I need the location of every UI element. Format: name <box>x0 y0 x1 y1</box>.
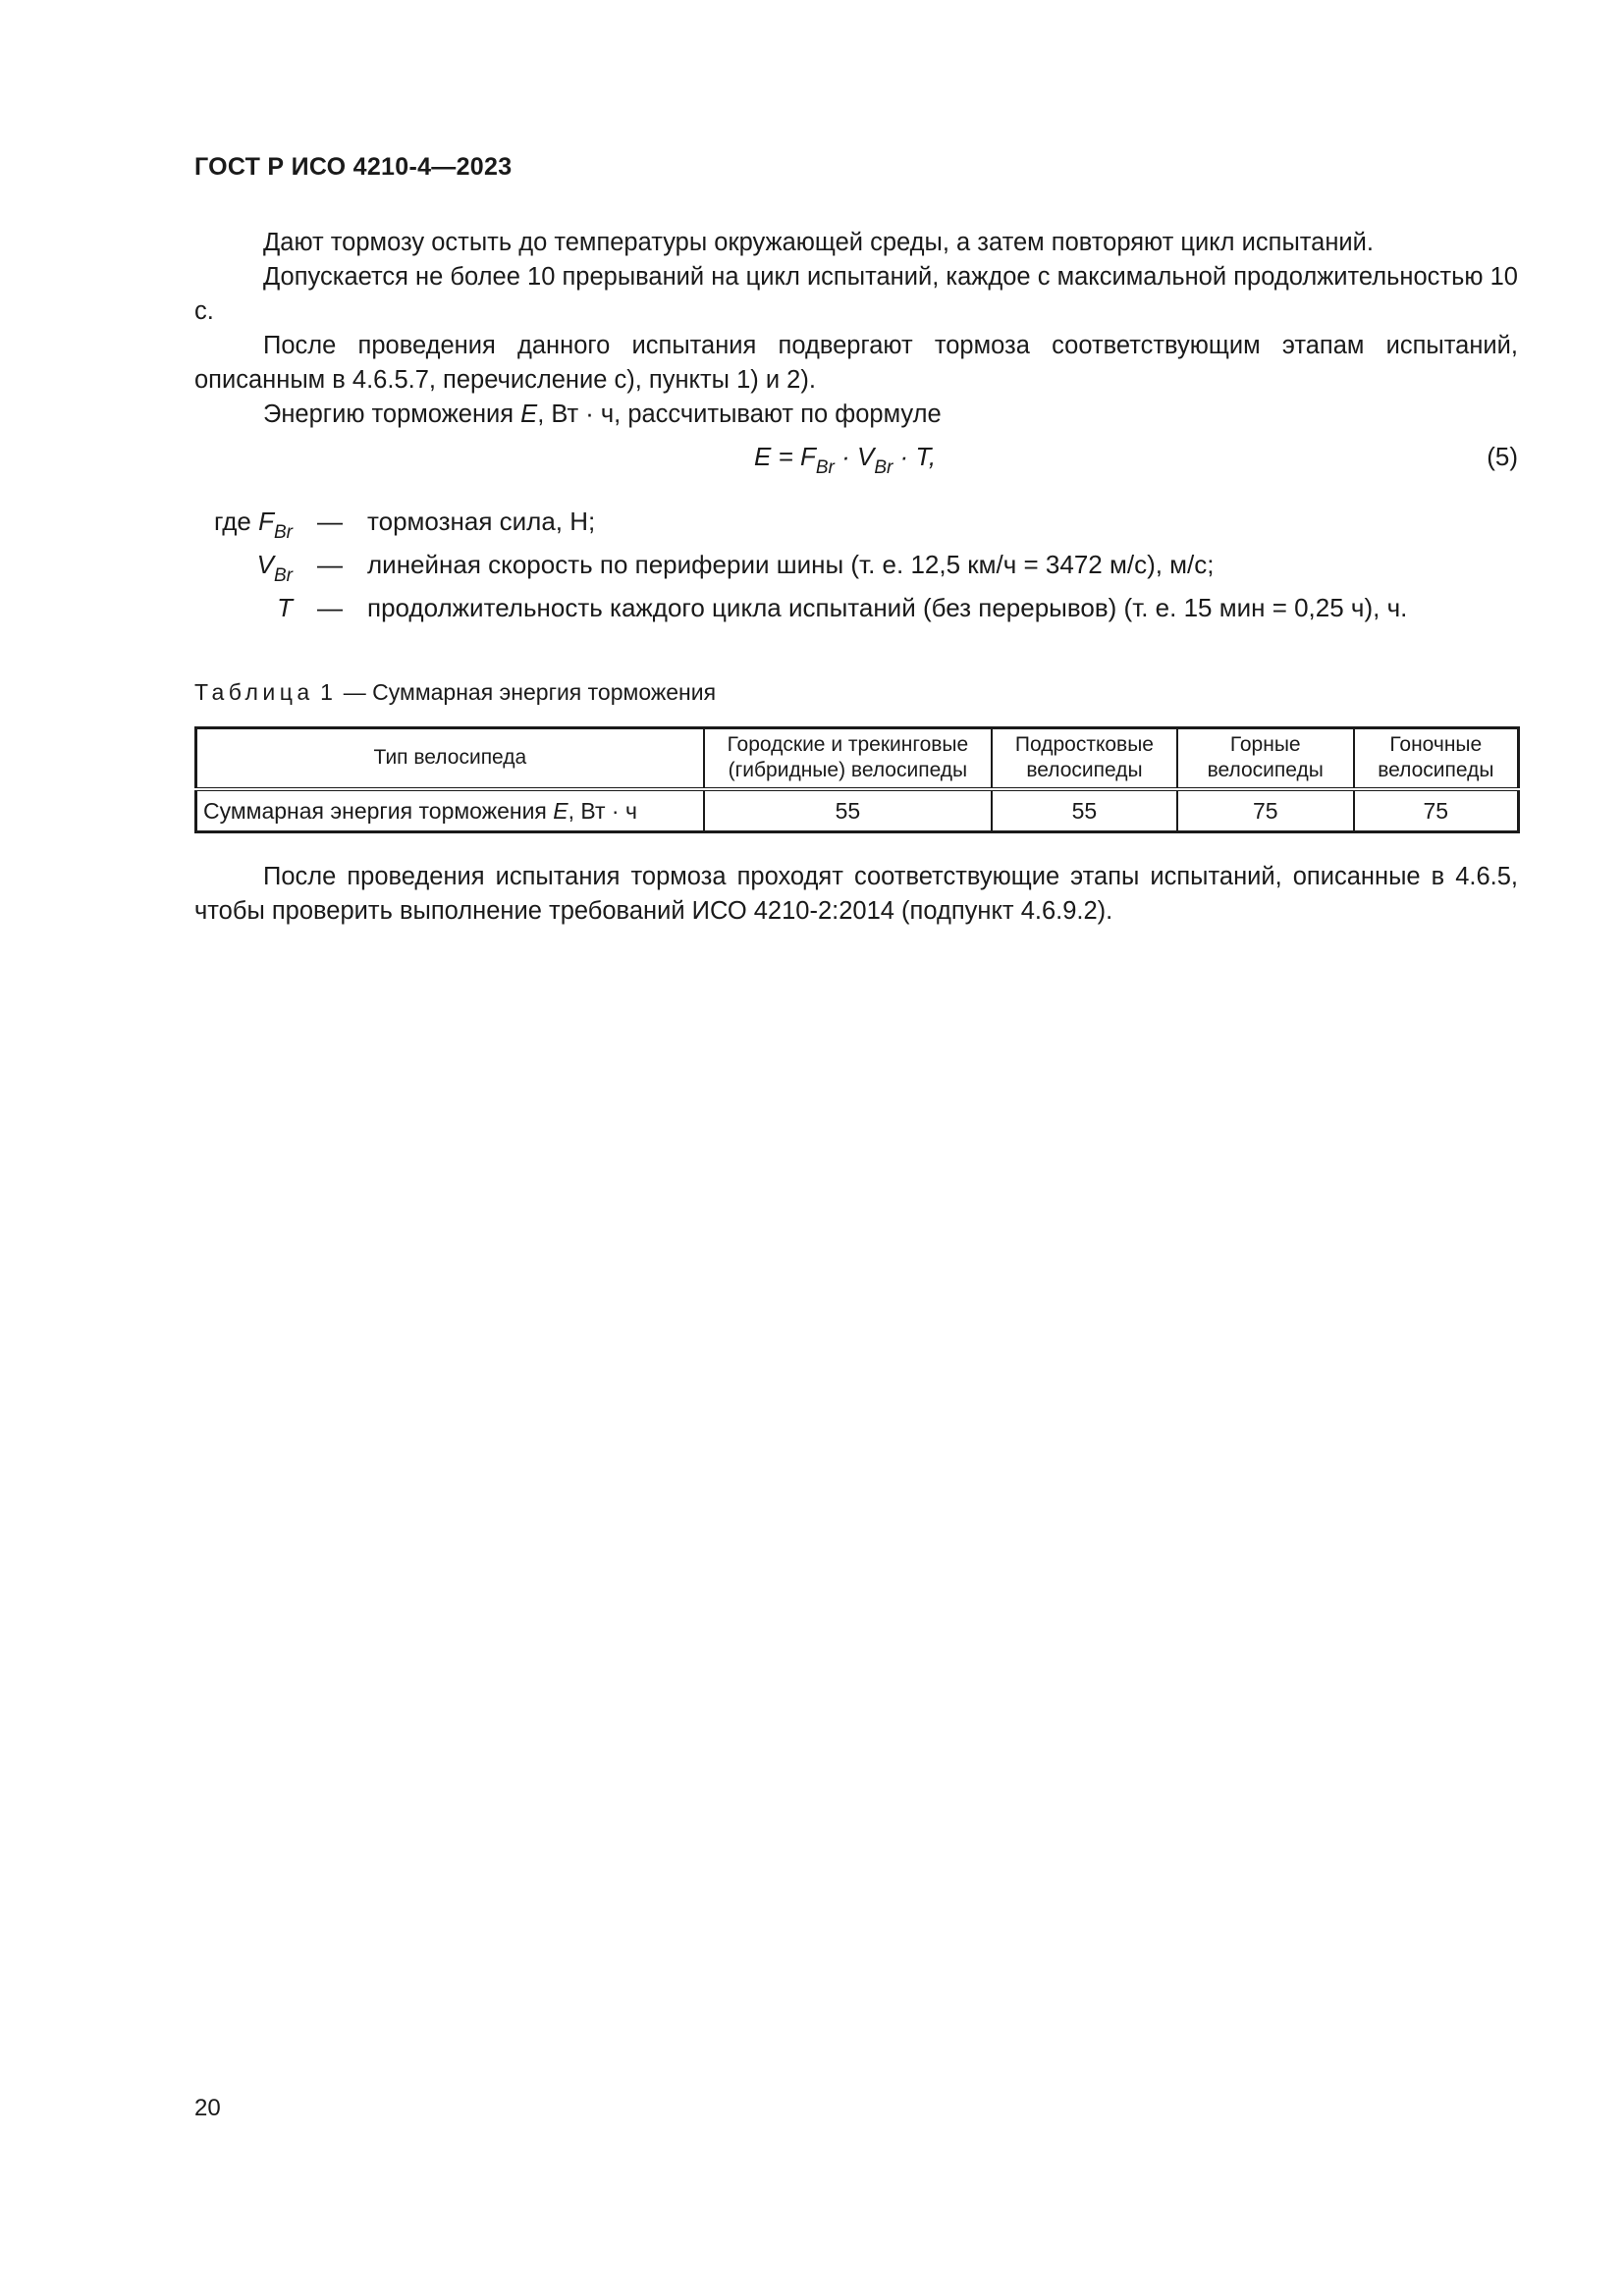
row-label <box>196 789 704 832</box>
braking-energy-table <box>194 726 1520 833</box>
definition-dash: — <box>317 593 343 622</box>
closing-paragraph-block <box>194 860 1518 929</box>
formula-f-sub: Br <box>815 457 835 478</box>
energy-intro-after: , Вт · ч, рассчитывают по формуле <box>537 400 942 428</box>
definition-text: тормозная сила, Н; <box>367 507 596 536</box>
energy-symbol: E <box>520 400 538 428</box>
page-number: 20 <box>194 2095 221 2121</box>
variable-definitions <box>194 507 1518 636</box>
header-mountain: Горные велосипеды <box>1177 728 1354 789</box>
definition-text: продолжительность каждого цикла испытаний (без перерывов) (т. е. 15 мин = 0,25 ч), ч. <box>367 593 1408 622</box>
formula-dot-2: · <box>893 442 916 471</box>
formula-eq: = <box>771 442 800 471</box>
value-racing: 75 <box>1354 789 1519 832</box>
definition-symbol <box>194 507 293 543</box>
definition-row <box>194 550 1518 593</box>
formula-dot-1: · <box>834 442 857 471</box>
table-header-row <box>196 728 1519 789</box>
paragraph-cooling: Дают тормозу остыть до температуры окружающей среды, а затем повторяют цикл испытаний. <box>263 229 1375 256</box>
definition-dash: — <box>317 550 343 579</box>
table-caption-number: 1 <box>320 679 338 705</box>
definition-symbol <box>194 593 293 623</box>
formula-5 <box>194 442 1518 481</box>
formula-v-sub: Br <box>874 457 893 478</box>
document-header: ГОСТ Р ИСО 4210-4—2023 <box>194 153 513 181</box>
definition-row <box>194 507 1518 550</box>
paragraph-energy-intro <box>194 398 1518 432</box>
closing-paragraph: После проведения испытания тормоза проходят соответствующие этапы испытаний, описанные в 4.6.5, чтобы проверить выполнение требований ИСО 4210-2:2014 (подпункт 4.6.9.2). <box>194 863 1518 925</box>
value-mountain: 75 <box>1177 789 1354 832</box>
definition-symbol-sub: Br <box>274 565 293 586</box>
value-city-trekking: 55 <box>704 789 992 832</box>
formula-e: E <box>754 442 772 471</box>
header-racing: Гоночные велосипеды <box>1354 728 1519 789</box>
table-row <box>196 789 1519 832</box>
definition-text: линейная скорость по периферии шины (т. е. 12,5 км/ч = 3472 м/с), м/с; <box>367 550 1215 579</box>
row-label-before: Суммарная энергия торможения <box>203 797 554 824</box>
value-young-adult: 55 <box>992 789 1177 832</box>
formula-number: (5) <box>1487 442 1518 471</box>
formula-t: T, <box>915 442 937 471</box>
table-caption <box>194 679 716 706</box>
intro-paragraphs <box>194 226 1518 432</box>
header-city-trekking: Городские и трекинговые (гибридные) велосипеды <box>704 728 992 789</box>
definition-symbol <box>194 550 293 586</box>
table-caption-label: Таблица <box>194 679 314 705</box>
definition-symbol-sub: Br <box>274 522 293 543</box>
definition-symbol-letter: V <box>256 550 274 579</box>
row-label-after: , Вт · ч <box>568 797 637 824</box>
formula-v: V <box>856 442 875 471</box>
formula-expression <box>754 442 937 478</box>
row-label-symbol: E <box>553 797 568 824</box>
definition-dash: — <box>317 507 343 536</box>
table-caption-text: — Суммарная энергия торможения <box>337 679 717 705</box>
formula-f: F <box>799 442 816 471</box>
header-bicycle-type: Тип велосипеда <box>196 728 704 789</box>
paragraph-after-test: После проведения данного испытания подвергают тормоза соответствующим этапам испытаний, описанным в 4.6.5.7, перечисление с), пункты 1) и 2). <box>194 332 1518 394</box>
definition-lead: где <box>213 507 259 536</box>
paragraph-interruptions: Допускается не более 10 прерываний на цикл испытаний, каждое с максимальной продолжительностью 10 с. <box>194 263 1518 325</box>
definition-row <box>194 593 1518 636</box>
definition-symbol-letter: T <box>277 593 293 622</box>
header-young-adult: Подростковые велосипеды <box>992 728 1177 789</box>
definition-symbol-letter: F <box>258 507 274 536</box>
energy-intro-before: Энергию торможения <box>263 400 521 428</box>
